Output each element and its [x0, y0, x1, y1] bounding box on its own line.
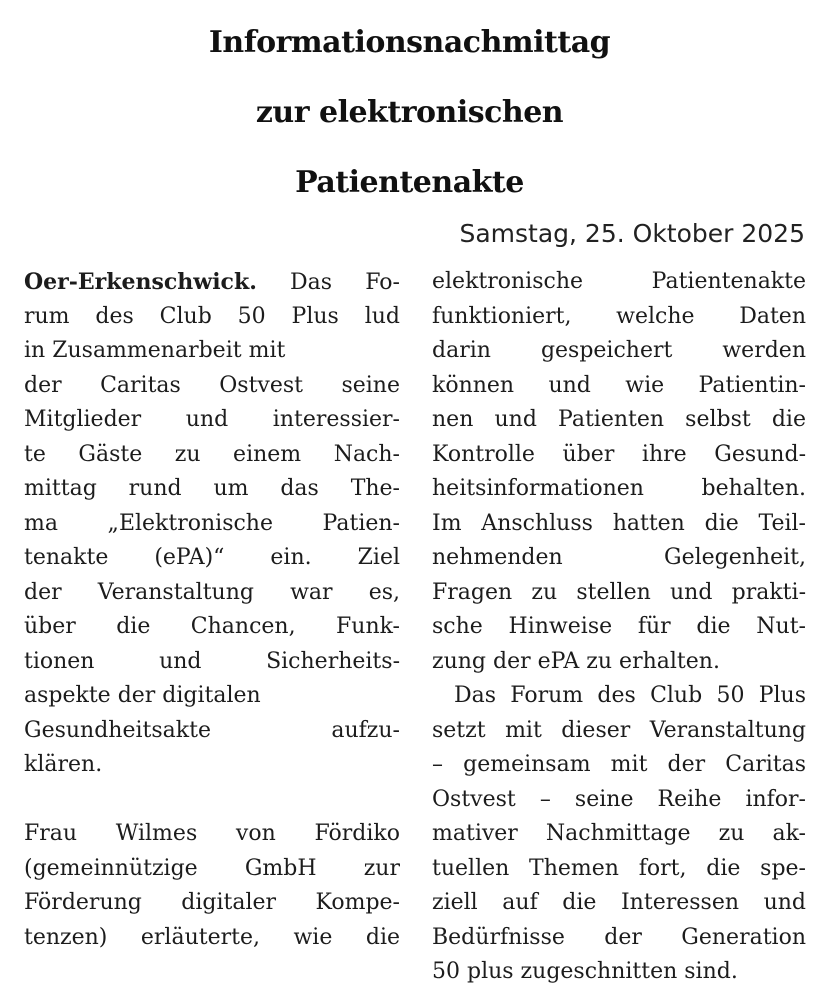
text-line: über die Chancen, Funk-: [24, 614, 400, 639]
text-line: ma „Elektronische Patien-: [24, 510, 400, 536]
text-line: – gemeinsam mit der Caritas: [432, 752, 806, 777]
article-column-right: [432, 265, 806, 990]
text-line: mativer Nachmittage zu ak-: [432, 821, 806, 846]
headline-line: Patientenakte: [295, 165, 524, 200]
text-line: zung der ePA zu erhalten.: [432, 648, 720, 674]
text-line: rum des Club 50 Plus lud: [24, 303, 400, 329]
text-line: tuellen Themen fort, die spe-: [432, 855, 806, 881]
text-line: Gesundheitsakte aufzu-: [24, 717, 400, 743]
text-line: sche Hinweise für die Nut-: [432, 614, 806, 639]
article-column-left: [24, 265, 400, 955]
text-line: tenakte (ePA)“ ein. Ziel: [24, 545, 400, 570]
text-line: Frau Wilmes von Fördiko: [24, 821, 400, 846]
text-line: der Veranstaltung war es,: [24, 579, 400, 605]
text-line: Ostvest – seine Reihe infor-: [432, 786, 806, 812]
text-line: mittag rund um das The-: [24, 476, 400, 501]
text-line: Mitglieder und interessier-: [24, 407, 400, 432]
text-fragment: Das Fo-: [256, 270, 400, 295]
headline-line: Informationsnachmittag: [208, 25, 611, 60]
text-line: te Gäste zu einem Nach-: [24, 441, 400, 467]
text-line: darin gespeichert werden: [432, 338, 806, 363]
text-line: der Caritas Ostvest seine: [24, 372, 400, 398]
text-line: Fragen zu stellen und prakti-: [432, 579, 806, 605]
text-line: nen und Patienten selbst die: [432, 407, 806, 432]
text-line: setzt mit dieser Veranstaltung: [432, 717, 806, 743]
text-line: Das Forum des Club 50 Plus: [454, 683, 806, 708]
text-line: elektronische Patientenakte: [432, 269, 806, 294]
text-line: [24, 265, 400, 300]
text-line: tenzen) erläuterte, wie die: [24, 924, 400, 950]
text-line: Im Anschluss hatten die Teil-: [432, 510, 806, 536]
text-line: Kontrolle über ihre Gesund-: [432, 441, 806, 467]
text-line: Bedürfnisse der Generation: [432, 924, 806, 950]
text-line: aspekte der digitalen: [24, 683, 261, 708]
text-line: (gemeinnützige GmbH zur: [24, 855, 400, 881]
headline-line: zur elektronischen: [255, 95, 564, 130]
text-line: funktioniert, welche Daten: [432, 303, 806, 329]
text-line: können und wie Patientin-: [432, 372, 806, 398]
text-line: Förderung digitaler Kompe-: [24, 890, 400, 915]
text-line: tionen und Sicherheits-: [24, 648, 400, 674]
article-headline: [0, 8, 819, 218]
paragraph-gap: [24, 783, 400, 818]
text-line: nehmenden Gelegenheit,: [432, 545, 806, 570]
text-line: heitsinformationen behalten.: [432, 476, 806, 501]
text-line: in Zusammenarbeit mit: [24, 338, 286, 363]
text-line: 50 plus zugeschnitten sind.: [432, 959, 738, 984]
text-line: klären.: [24, 752, 103, 777]
place-dateline: Oer-Erkenschwick.: [24, 269, 257, 295]
publication-date: Samstag, 25. Oktober 2025: [459, 219, 805, 248]
text-line: ziell auf die Interessen und: [432, 890, 806, 915]
